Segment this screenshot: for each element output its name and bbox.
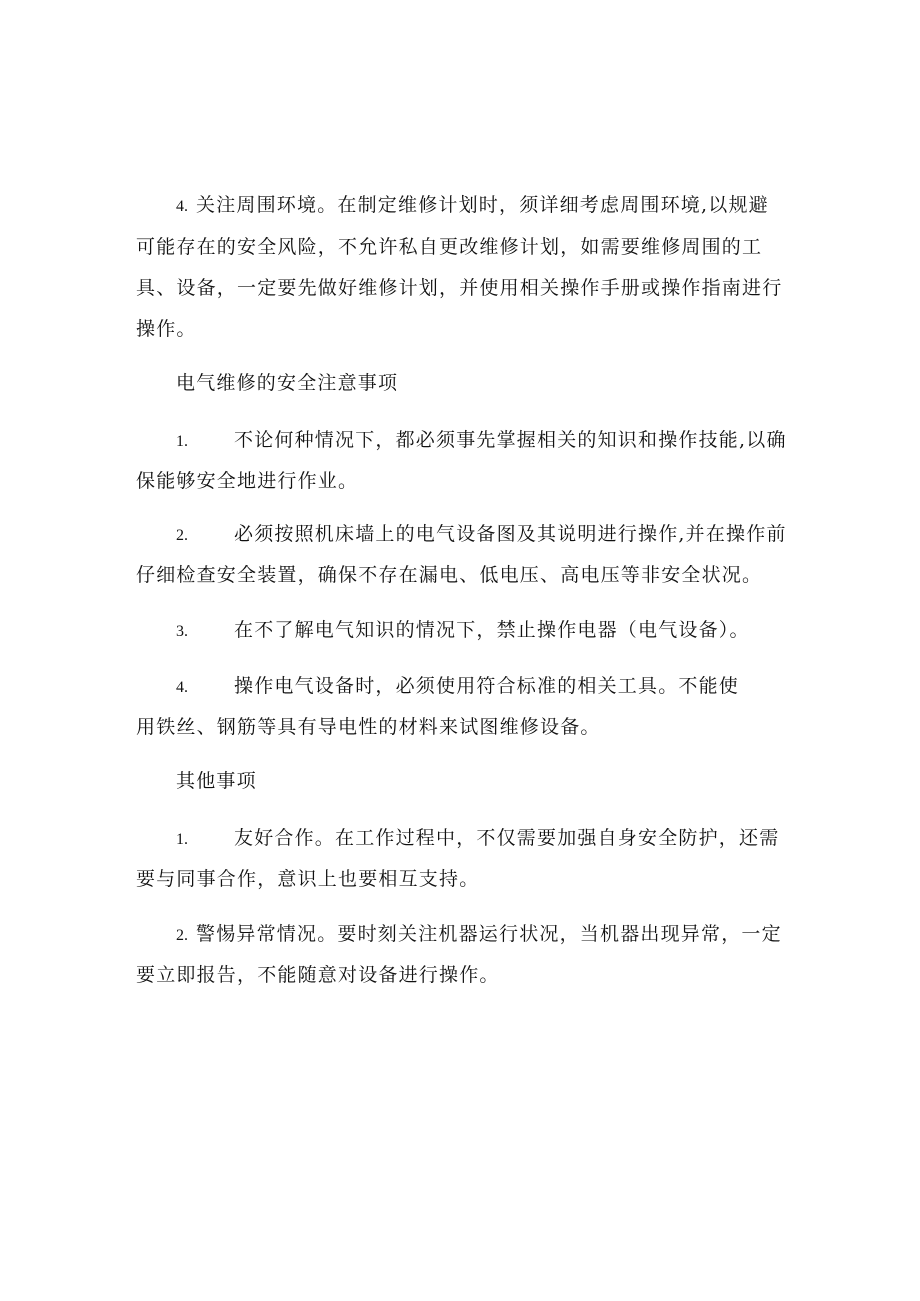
paragraph-line: 要立即报告，不能随意对设备进行操作。 — [136, 964, 500, 986]
paragraph-line — [176, 921, 782, 949]
list-number: 4. — [176, 198, 188, 215]
paragraph-line — [176, 617, 750, 645]
paragraph-text: 必须按照机床墙上的电气设备图及其说明进行操作,并在操作前 — [234, 523, 787, 545]
section-heading: 其他事项 — [176, 770, 257, 792]
list-number: 4. — [176, 679, 188, 696]
section-heading: 电气维修的安全注意事项 — [176, 372, 399, 394]
list-number: 2. — [176, 927, 188, 944]
list-number: 1. — [176, 433, 188, 450]
paragraph-text: 警惕异常情况。要时刻关注机器运行状况，当机器出现异常，一定 — [196, 923, 782, 945]
paragraph-line — [176, 192, 769, 220]
list-number: 1. — [176, 831, 188, 848]
paragraph-line — [176, 521, 787, 549]
paragraph-text: 友好合作。在工作过程中，不仅需要加强自身安全防护，还需 — [234, 827, 780, 849]
paragraph-line: 保能够安全地进行作业。 — [136, 470, 359, 492]
paragraph-line: 具、设备，一定要先做好维修计划，并使用相关操作手册或操作指南进行 — [136, 277, 783, 299]
paragraph-line: 仔细检查安全装置，确保不存在漏电、低电压、高电压等非安全状况。 — [136, 564, 763, 586]
list-number: 3. — [176, 623, 188, 640]
paragraph-line — [176, 825, 779, 853]
paragraph-line: 要与同事合作，意识上也要相互支持。 — [136, 868, 480, 890]
paragraph-text: 在不了解电气知识的情况下，禁止操作电器（电气设备）。 — [234, 619, 750, 641]
paragraph-line — [176, 427, 787, 455]
paragraph-text: 关注周围环境。在制定维修计划时，须详细考虑周围环境,以规避 — [196, 194, 769, 216]
paragraph-text: 不论何种情况下，都必须事先掌握相关的知识和操作技能,以确 — [234, 429, 787, 451]
paragraph-line — [176, 673, 739, 701]
paragraph-line: 操作。 — [136, 318, 197, 340]
paragraph-line: 可能存在的安全风险，不允许私自更改维修计划，如需要维修周围的工 — [136, 236, 763, 258]
list-number: 2. — [176, 527, 188, 544]
paragraph-line: 用铁丝、钢筋等具有导电性的材料来试图维修设备。 — [136, 716, 601, 738]
paragraph-text: 操作电气设备时，必须使用符合标准的相关工具。不能使 — [234, 675, 740, 697]
